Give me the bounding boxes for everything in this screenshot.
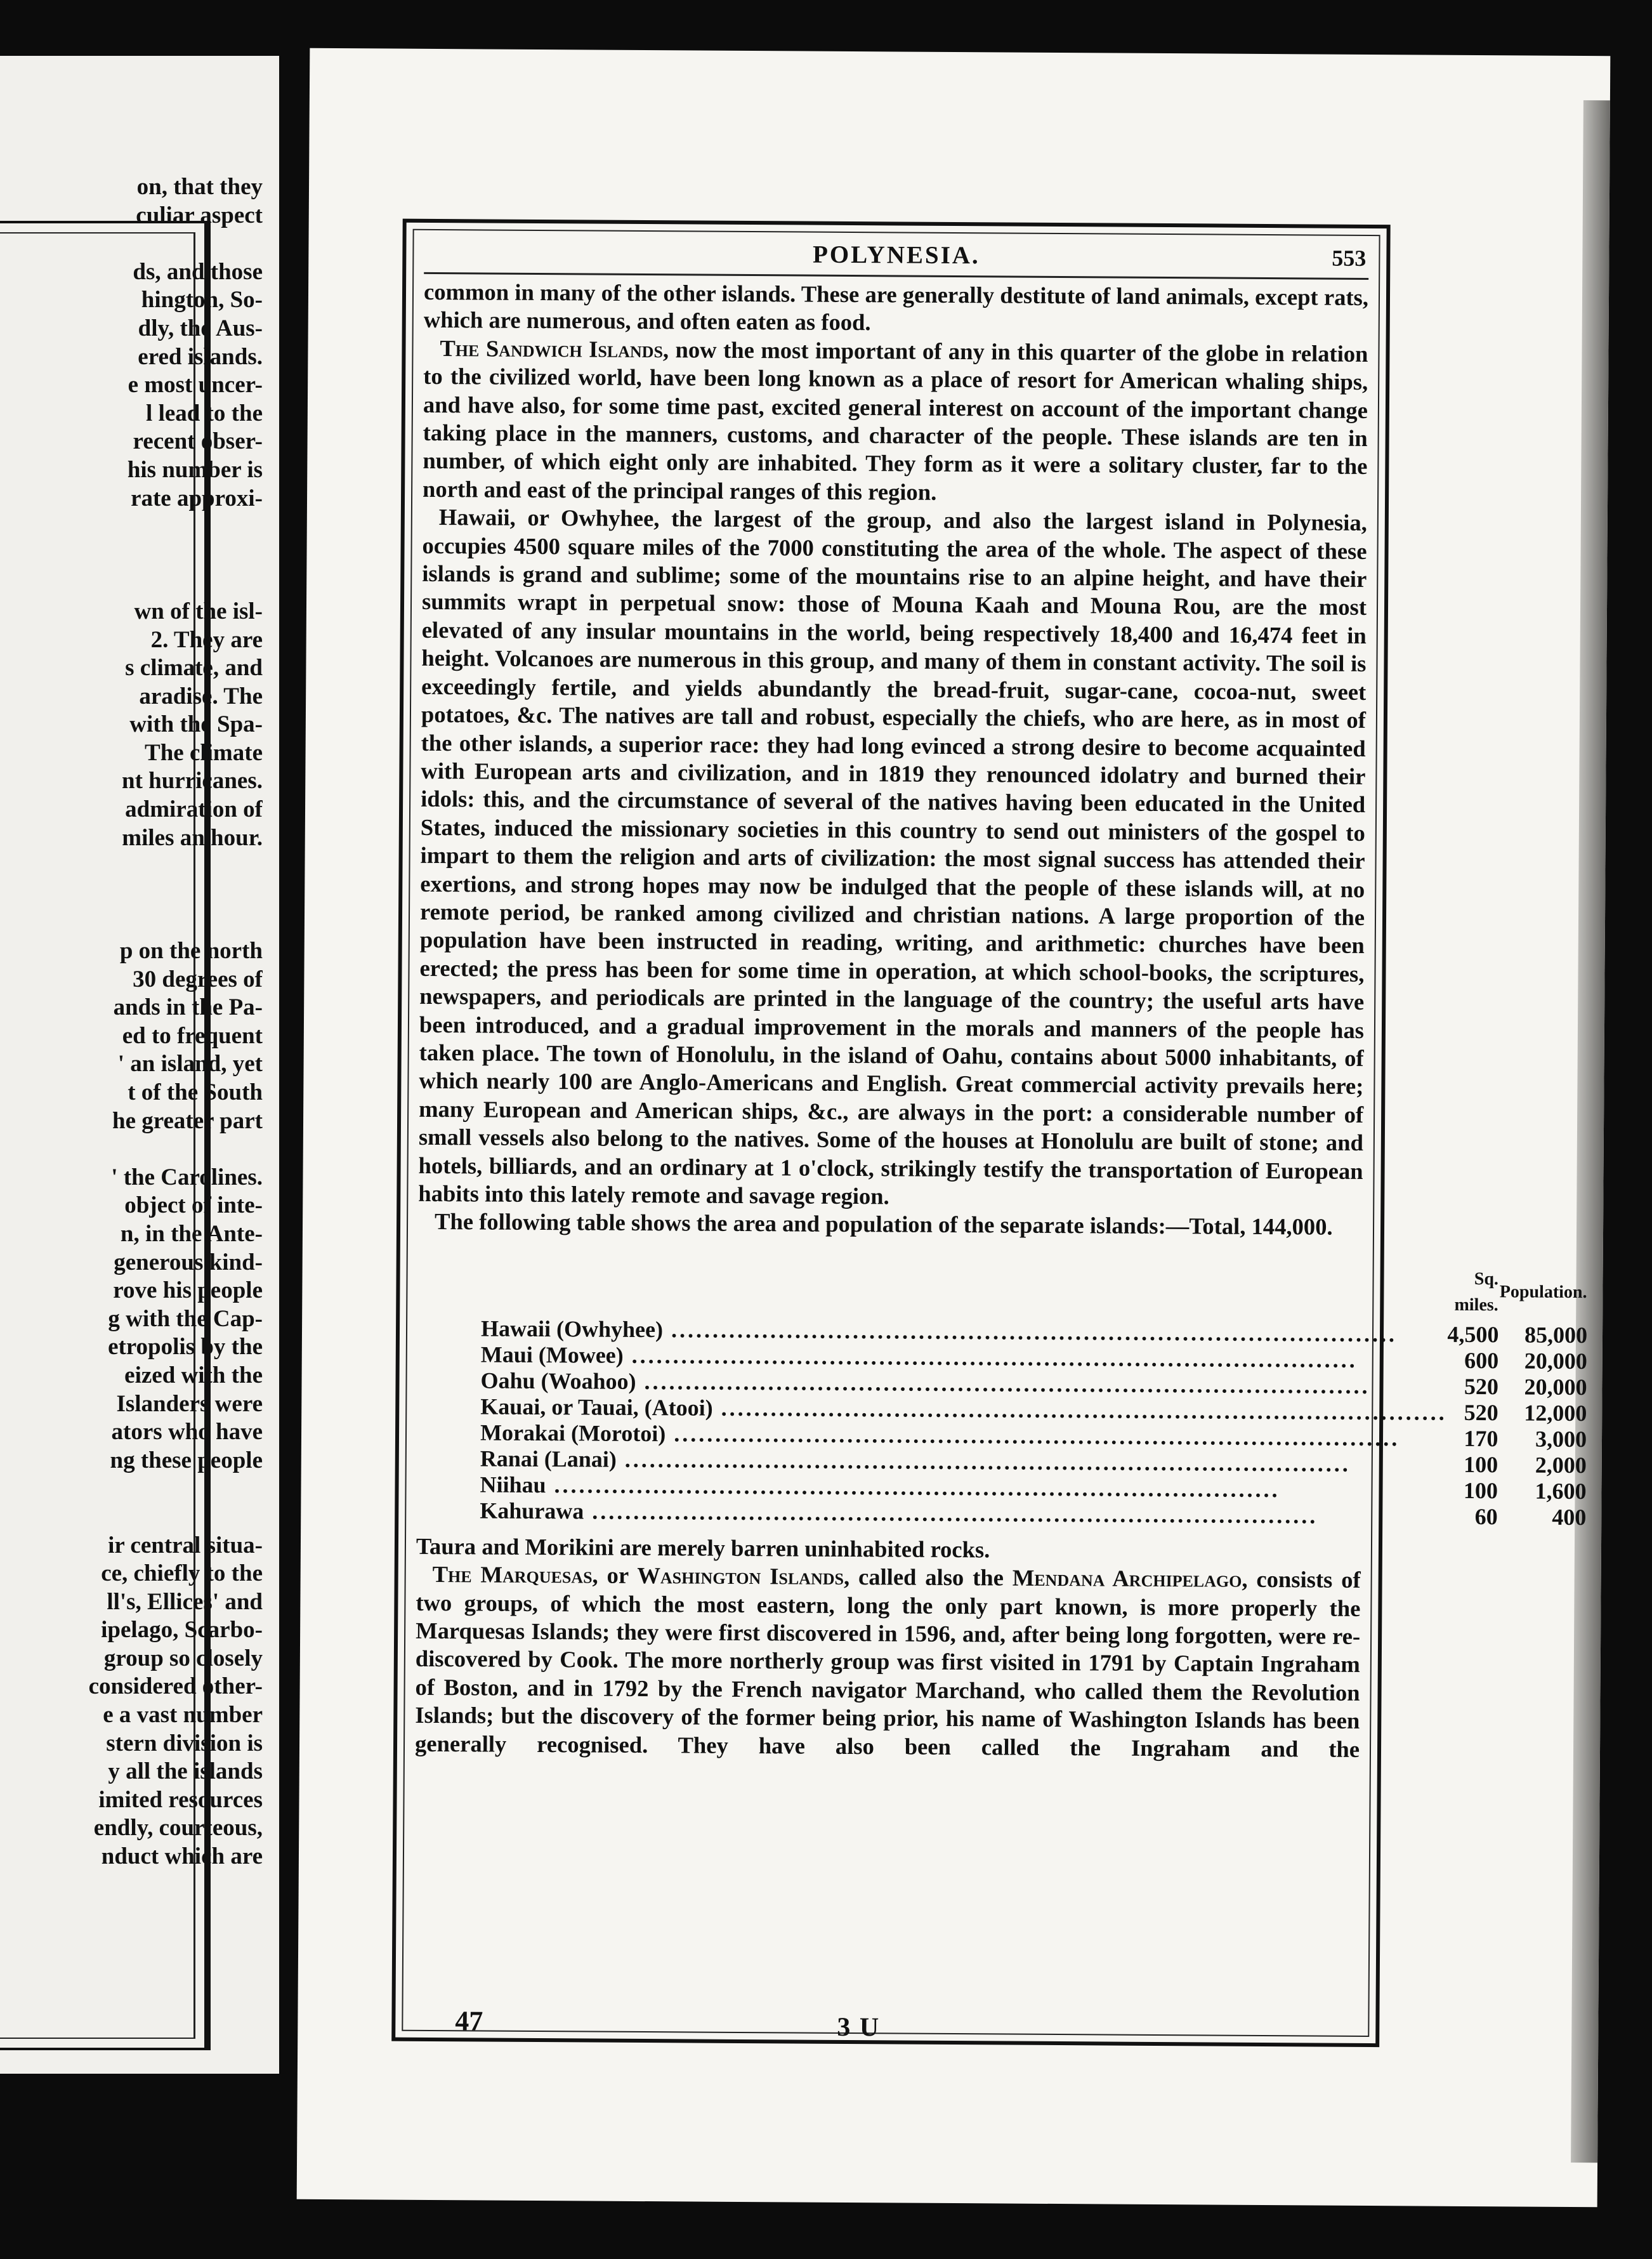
population-cell: 400 bbox=[1552, 1504, 1587, 1530]
page-edge bbox=[1571, 100, 1610, 2163]
column-header-sq-miles: Sq. miles. bbox=[1454, 1268, 1499, 1315]
paragraph: The Sandwich Islands, now the most important of any in this quarter of the globe in relation to the civilized world, have been long known as a place of resort for American whaling ships, and have also, for some time past, excited general interest on account of the important change taking place in the manners, customs, and character of the people. These islands are ten in number, of which eight only are inhabited. They form as it were a solitary cluster, far to the north and east of the principal ranges of this region. bbox=[423, 334, 1368, 505]
text-line: nduct which are bbox=[101, 1843, 263, 1870]
body-text bbox=[418, 278, 1368, 1242]
text-line: y all the islands bbox=[108, 1758, 263, 1785]
text-line: stern division is bbox=[106, 1730, 263, 1756]
text-line: ed to frequent bbox=[122, 1022, 263, 1049]
island-name: Morakai (Morotoi) ..... bbox=[480, 1419, 1400, 1451]
text-line: rate approxi- bbox=[131, 485, 263, 511]
text-line bbox=[72, 569, 263, 598]
text-line bbox=[72, 1475, 263, 1503]
text-line: ands in the Pa- bbox=[113, 994, 263, 1021]
running-header bbox=[424, 234, 1368, 280]
text-line: rove his people bbox=[113, 1277, 263, 1304]
text-line bbox=[72, 881, 263, 909]
left-page-text bbox=[72, 173, 263, 1871]
text-line: on, that they bbox=[136, 174, 263, 200]
text-line bbox=[72, 1503, 263, 1532]
island-name: Maui (Mowee) ..... bbox=[481, 1341, 1358, 1372]
text-line: p on the north bbox=[119, 938, 263, 965]
text-line: wn of the isl- bbox=[134, 598, 263, 624]
text-line: 30 degrees of bbox=[133, 966, 263, 992]
right-page bbox=[297, 48, 1611, 2207]
text-line: ered islands. bbox=[138, 343, 263, 370]
text-line: s climate, and bbox=[125, 655, 263, 682]
text-line: dly, the Aus- bbox=[138, 315, 263, 341]
text-line: ce, chiefly to the bbox=[101, 1560, 263, 1587]
paragraph: The Marquesas, or Washington Islands, called also the Mendana Archipelago, consists of two groups, of which the most eastern, long the only part known, is more properly the Marquesas Islands; they were first discovered in 1596, and, after being long forgotten, were re-discovered by Cook. The more northerly group was first visited in 1791 by Captain Ingraham of Boston, and in 1792 by the French navigator Marchand, who called them the Revolution Islands; but the discovery of the former being prior, his name of Washington Islands has been generally recognised. They have also been called the Ingraham and the bbox=[414, 1561, 1361, 1762]
text-line: ators who have bbox=[111, 1419, 263, 1446]
population-cell: 85,000 bbox=[1524, 1322, 1588, 1348]
text-line: e most uncer- bbox=[128, 372, 263, 398]
text-line: ll's, Ellices' and bbox=[107, 1588, 263, 1615]
text-line: etropolis by the bbox=[108, 1334, 263, 1360]
sq-miles-cell: 520 bbox=[1464, 1399, 1498, 1426]
population-cell: 2,000 bbox=[1535, 1452, 1587, 1478]
text-line: admiration of bbox=[125, 796, 263, 823]
sq-miles-cell: 60 bbox=[1474, 1503, 1498, 1530]
text-line: considered other- bbox=[88, 1673, 263, 1700]
text-line: l lead to the bbox=[146, 400, 263, 426]
table-header-row bbox=[481, 1259, 1588, 1322]
text-line: miles an hour. bbox=[122, 824, 263, 851]
text-line: culiar aspect bbox=[136, 202, 263, 228]
paragraph: Hawaii, or Owhyhee, the largest of the group, and also the largest island in Polynesia, occupies 4500 square miles of the 7000 constituting the area of the whole. The aspect of these islands is grand and sublime; some of the mountains rise to an alpine height, and have their summits wrapt in perpetual snow: those of Mouna Kaah and Mouna Rou, are the most elevated of any insular mountains in the world, being respectively 18,400 and 16,474 feet in height. Volcanoes are numerous in this group, and many of them in constant activity. The soil is exceedingly fertile, and yields abundantly the bread-fruit, sugar-cane, cocoa-nut, sweet potatoes, &c. The natives are tall and robust, especially the chiefs, who are here, as in most of the other islands, a superior race: they had long evinced a strong desire to become acquainted with European arts and civilization, and in 1819 they renounced idolatry and burned their idols: this, and the circumstance of several of the natives having been educated in the United States, induced the missionary societies in this country to send out ministers of the gospel to impart to them the religion and arts of civilization: the most signal success has attended their exertions, and strong hopes may now be indulged that the people of these islands will, at no remote period, be ranked among civilized and christian nations. A large proportion of the population have been instructed in reading, writing, and arithmetic: churches have been erected; the press has been for some time in operation, at which school-books, the scriptures, newspapers, and periodicals are printed in the language of the country; the useful arts have been introduced, and a gradual improvement in the morals and manners of the people has taken place. The town of Honolulu, in the island of Oahu, contains about 5000 inhabitants, of which nearly 100 are Anglo-Americans and English. Great commercial activity prevails here; many European and American ships, &c., are always in the port: a considerable number of small vessels also belong to the natives. Some of the houses at Honolulu are built of stone; and hotels, billiards, and an ordinary at 1 o'clock, strikingly testify the transportation of European habits into this lately remote and savage region. bbox=[418, 504, 1367, 1209]
text-line: endly, courteous, bbox=[93, 1815, 263, 1841]
paragraph: Taura and Morikini are merely barren uninhabited rocks. bbox=[416, 1532, 990, 1563]
population-cell: 20,000 bbox=[1524, 1348, 1588, 1374]
island-name: Kauai, or Tauai, (Atooi) ..... bbox=[480, 1393, 1447, 1425]
text-line: object of inte- bbox=[124, 1192, 263, 1219]
population-cell: 20,000 bbox=[1524, 1374, 1587, 1400]
running-title: POLYNESIA. bbox=[812, 240, 980, 270]
page-border bbox=[391, 219, 1588, 2047]
text-line: aradise. The bbox=[139, 683, 263, 709]
sq-miles-cell: 600 bbox=[1464, 1347, 1499, 1374]
left-page bbox=[0, 56, 279, 2074]
text-line bbox=[72, 541, 263, 570]
population-cell: 3,000 bbox=[1535, 1426, 1587, 1452]
island-name: Ranai (Lanai) ..... bbox=[480, 1446, 1351, 1476]
text-line: he greater part bbox=[112, 1107, 263, 1134]
text-line: n, in the Ante- bbox=[120, 1220, 263, 1247]
sq-miles-cell: 170 bbox=[1464, 1425, 1498, 1452]
text-line: hington, So- bbox=[141, 287, 263, 313]
island-name: Niihau ..... bbox=[480, 1472, 1280, 1502]
sq-miles-cell: 100 bbox=[1463, 1477, 1498, 1504]
text-line: his number is bbox=[127, 456, 263, 483]
text-line: The climate bbox=[145, 739, 263, 766]
text-line: 2. They are bbox=[150, 626, 263, 653]
text-line bbox=[72, 230, 263, 258]
signature-number: 47 bbox=[455, 2005, 483, 2037]
column-header-population: Population. bbox=[1499, 1282, 1587, 1303]
text-line bbox=[72, 909, 263, 937]
lead-in: The Sandwich Islands bbox=[440, 334, 664, 362]
text-line: t of the South bbox=[128, 1079, 263, 1105]
sq-miles-cell: 100 bbox=[1464, 1451, 1498, 1478]
text-line bbox=[72, 852, 263, 881]
paragraph: The following table shows the area and population of the separate islands:—Total, 144,000. bbox=[434, 1208, 1333, 1241]
population-cell: 1,600 bbox=[1535, 1478, 1587, 1504]
text-line: g with the Cap- bbox=[108, 1305, 263, 1332]
text-line: eized with the bbox=[124, 1362, 263, 1388]
text-line: ' an island, yet bbox=[117, 1051, 263, 1077]
island-table bbox=[480, 1259, 1588, 1531]
island-name: Hawaii (Owhyhee) ..... bbox=[481, 1315, 1397, 1347]
text-line: ' the Carolines. bbox=[111, 1164, 263, 1190]
text-line: group so closely bbox=[103, 1645, 263, 1671]
text-line: e a vast number bbox=[103, 1702, 263, 1729]
text-line: Islanders were bbox=[116, 1390, 263, 1417]
text-line: ir central situa- bbox=[108, 1532, 263, 1558]
text-line: ng these people bbox=[110, 1447, 263, 1473]
page-content bbox=[414, 234, 1588, 1763]
page-number: 553 bbox=[1332, 245, 1367, 271]
text-line: recent obser- bbox=[133, 428, 263, 455]
text-line: nt hurricanes. bbox=[122, 768, 263, 794]
text-line: imited resources bbox=[98, 1786, 263, 1813]
signature-mark: 3 U bbox=[837, 2012, 881, 2043]
sq-miles-cell: 520 bbox=[1464, 1373, 1499, 1400]
island-name: Oahu (Woahoo) ..... bbox=[480, 1367, 1370, 1399]
island-name: Kahurawa ..... bbox=[480, 1498, 1318, 1528]
body-text-continued bbox=[415, 1532, 1361, 1763]
text-line: ipelago, Scarbo- bbox=[101, 1617, 263, 1643]
text-line: ds, and those bbox=[133, 258, 263, 285]
text-line bbox=[72, 513, 263, 541]
population-cell: 12,000 bbox=[1524, 1400, 1587, 1426]
sq-miles-cell: 4,500 bbox=[1447, 1321, 1499, 1348]
paragraph: common in many of the other islands. These are generally destitute of land animals, except rats, which are numerous, and often eaten as food. bbox=[423, 278, 1369, 336]
text-line: generous kind- bbox=[114, 1249, 263, 1275]
text-line bbox=[72, 1135, 263, 1164]
text-line: with the Spa- bbox=[129, 711, 263, 738]
